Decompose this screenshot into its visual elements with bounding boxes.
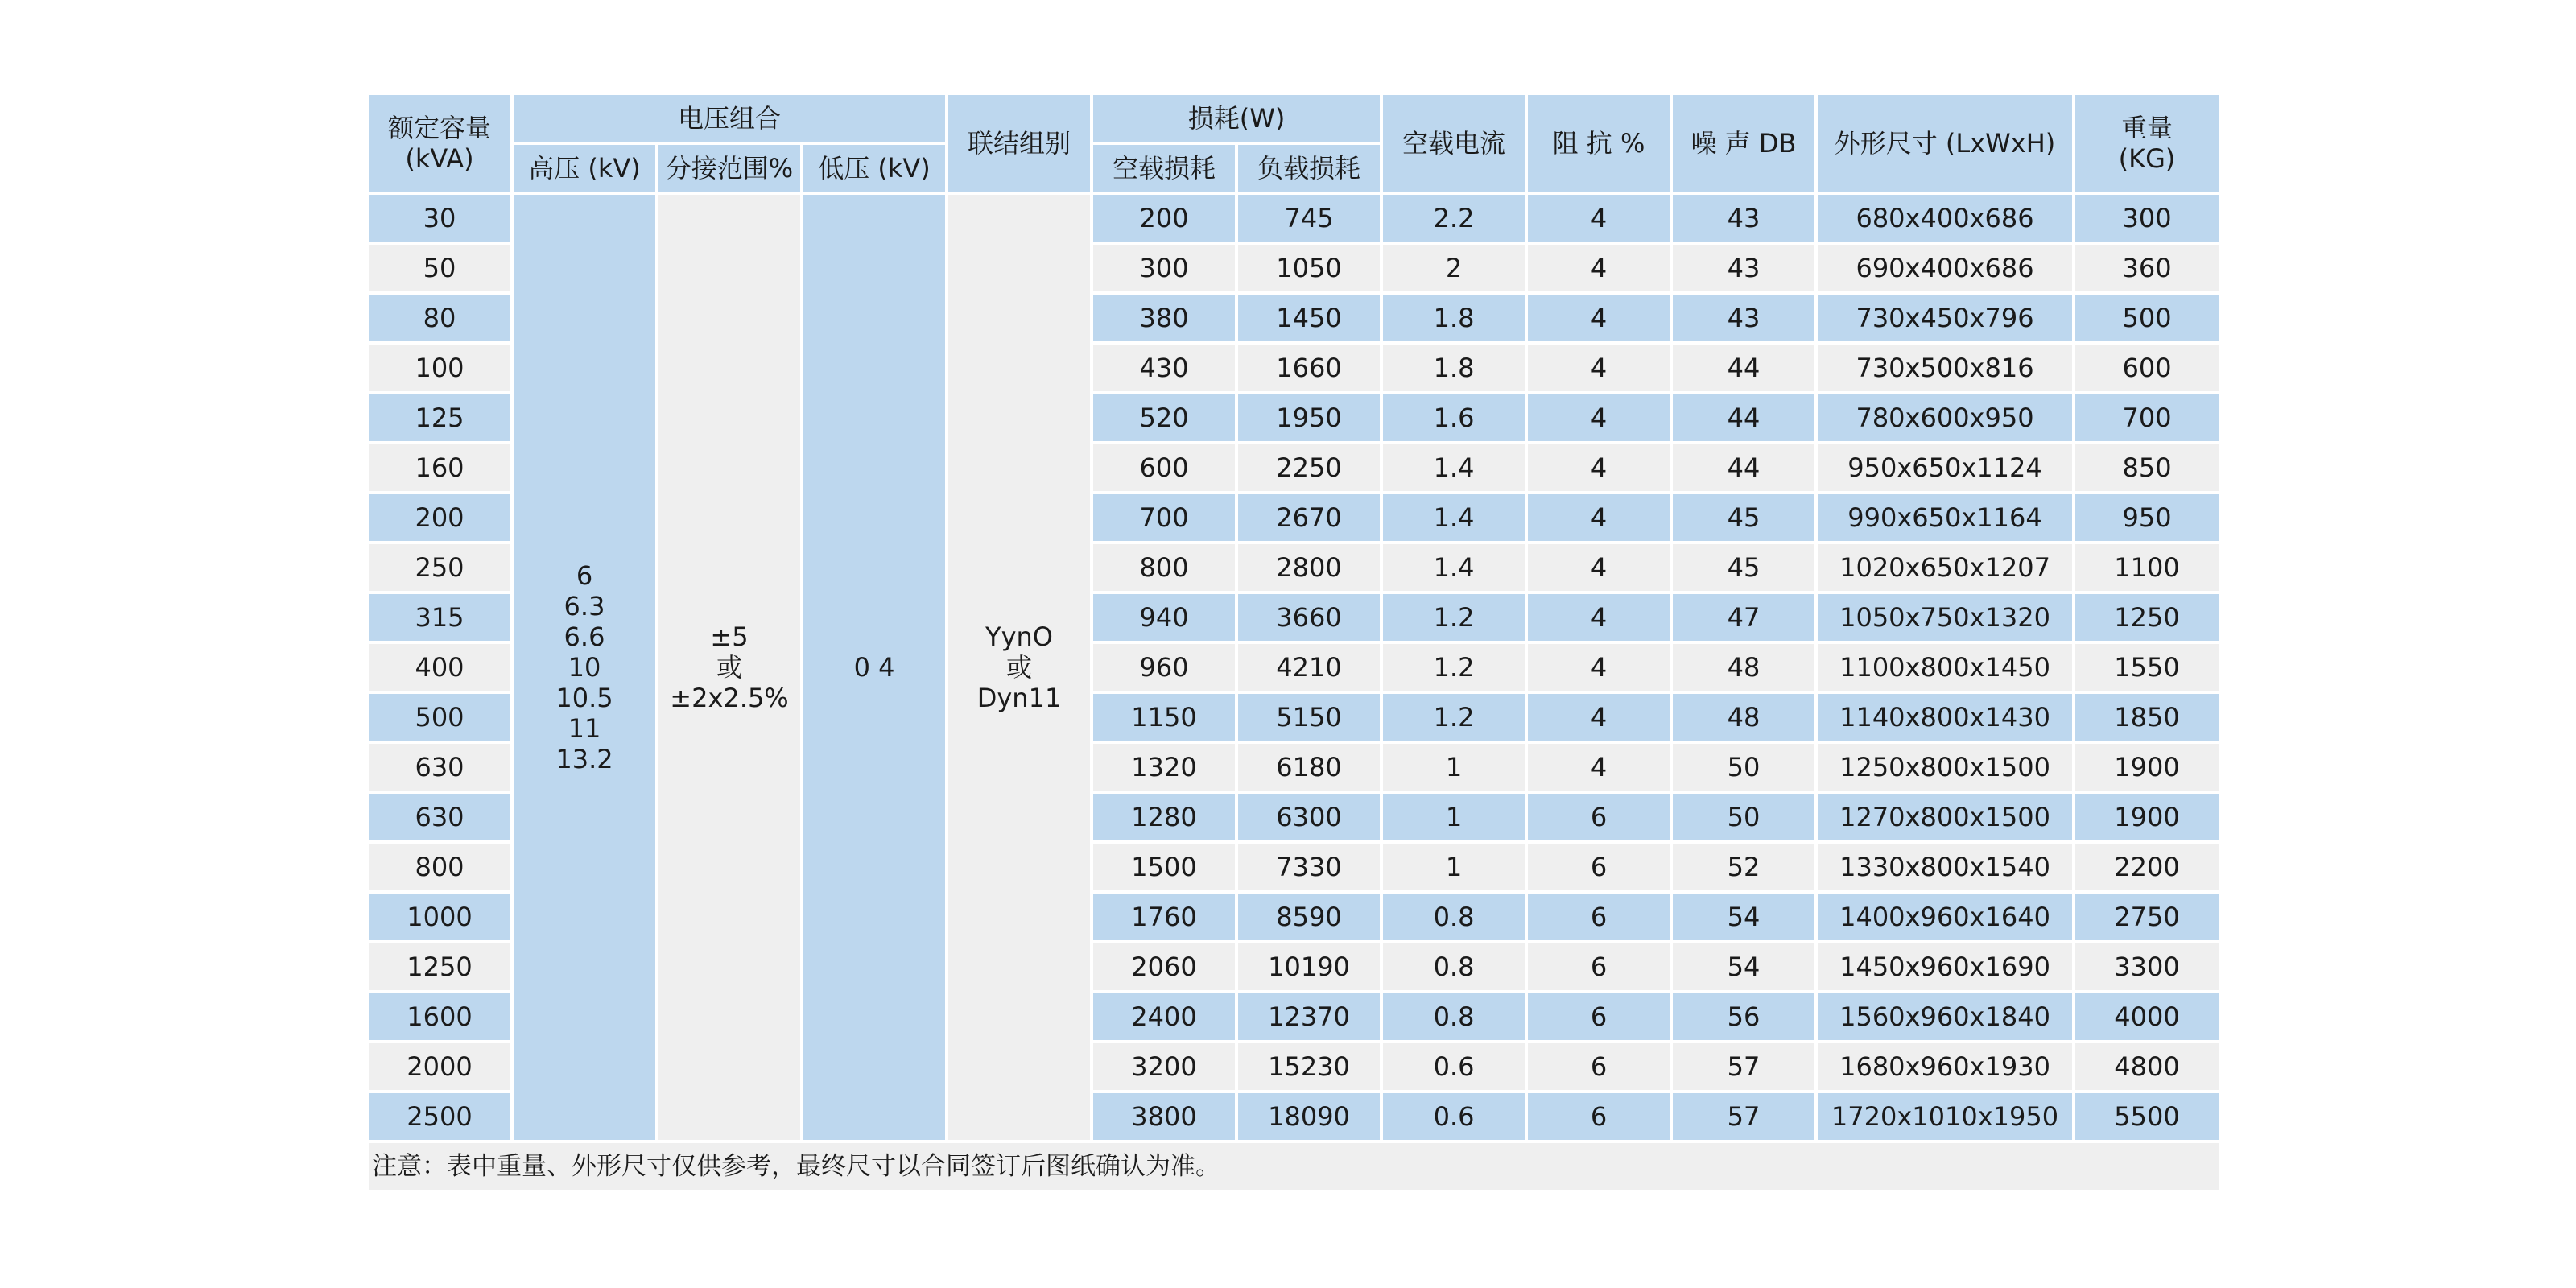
cell-impedance: 6 bbox=[1528, 993, 1670, 1040]
cell-impedance: 4 bbox=[1528, 345, 1670, 391]
header-hv: 高压 (kV) bbox=[514, 145, 655, 192]
cell-no-load-loss: 3800 bbox=[1093, 1093, 1235, 1140]
cell-noise: 48 bbox=[1673, 644, 1814, 691]
cell-dimensions: 680x400x686 bbox=[1818, 195, 2072, 242]
cell-connection-line: YynO bbox=[985, 621, 1053, 652]
cell-no-load-loss: 2060 bbox=[1093, 943, 1235, 990]
header-capacity-unit: (kVA) bbox=[405, 143, 474, 174]
cell-weight: 700 bbox=[2075, 394, 2219, 441]
cell-noise: 54 bbox=[1673, 943, 1814, 990]
table-row bbox=[369, 195, 2219, 242]
cell-no-load-current: 1 bbox=[1383, 744, 1525, 791]
cell-weight: 1850 bbox=[2075, 694, 2219, 741]
header-no-load-current: 空载电流 bbox=[1383, 95, 1525, 192]
cell-tap-range-line: ±5 bbox=[710, 621, 749, 652]
cell-weight: 3300 bbox=[2075, 943, 2219, 990]
cell-weight: 500 bbox=[2075, 295, 2219, 341]
cell-impedance: 6 bbox=[1528, 794, 1670, 840]
cell-load-loss: 2670 bbox=[1238, 494, 1380, 541]
cell-noise: 43 bbox=[1673, 245, 1814, 291]
cell-impedance: 4 bbox=[1528, 245, 1670, 291]
table-header bbox=[369, 95, 2219, 192]
cell-weight: 600 bbox=[2075, 345, 2219, 391]
cell-noise: 45 bbox=[1673, 544, 1814, 591]
cell-capacity: 400 bbox=[369, 644, 510, 691]
cell-weight: 850 bbox=[2075, 444, 2219, 491]
cell-hv-values-line: 6.3 bbox=[564, 591, 605, 621]
cell-noise: 48 bbox=[1673, 694, 1814, 741]
cell-capacity: 315 bbox=[369, 594, 510, 641]
note-row bbox=[369, 1143, 2219, 1190]
cell-no-load-loss: 430 bbox=[1093, 345, 1235, 391]
cell-no-load-loss: 1150 bbox=[1093, 694, 1235, 741]
cell-load-loss: 5150 bbox=[1238, 694, 1380, 741]
header-noise: 噪 声 DB bbox=[1673, 95, 1814, 192]
cell-impedance: 4 bbox=[1528, 195, 1670, 242]
cell-weight: 5500 bbox=[2075, 1093, 2219, 1140]
cell-dimensions: 1400x960x1640 bbox=[1818, 894, 2072, 940]
cell-capacity: 80 bbox=[369, 295, 510, 341]
cell-no-load-current: 1.6 bbox=[1383, 394, 1525, 441]
cell-connection-line: 或 bbox=[1006, 652, 1033, 683]
cell-no-load-current: 1.8 bbox=[1383, 345, 1525, 391]
cell-no-load-loss: 600 bbox=[1093, 444, 1235, 491]
header-load-loss: 负载损耗 bbox=[1238, 145, 1380, 192]
cell-noise: 52 bbox=[1673, 844, 1814, 890]
header-weight-label: 重量 bbox=[2121, 113, 2174, 143]
cell-no-load-current: 0.6 bbox=[1383, 1043, 1525, 1090]
cell-lv-value: 0 4 bbox=[803, 195, 945, 1140]
cell-noise: 45 bbox=[1673, 494, 1814, 541]
cell-no-load-loss: 3200 bbox=[1093, 1043, 1235, 1090]
cell-no-load-loss: 1760 bbox=[1093, 894, 1235, 940]
cell-no-load-current: 0.8 bbox=[1383, 993, 1525, 1040]
cell-impedance: 4 bbox=[1528, 444, 1670, 491]
cell-impedance: 6 bbox=[1528, 844, 1670, 890]
cell-dimensions: 1560x960x1840 bbox=[1818, 993, 2072, 1040]
cell-capacity: 125 bbox=[369, 394, 510, 441]
cell-hv-values-line: 6 bbox=[576, 560, 593, 591]
cell-noise: 56 bbox=[1673, 993, 1814, 1040]
cell-impedance: 4 bbox=[1528, 394, 1670, 441]
cell-impedance: 4 bbox=[1528, 295, 1670, 341]
header-capacity bbox=[369, 95, 510, 192]
cell-load-loss: 12370 bbox=[1238, 993, 1380, 1040]
cell-hv-values-line: 11 bbox=[568, 713, 601, 744]
cell-weight: 300 bbox=[2075, 195, 2219, 242]
cell-weight: 2200 bbox=[2075, 844, 2219, 890]
header-tap-range: 分接范围% bbox=[658, 145, 800, 192]
cell-weight: 4800 bbox=[2075, 1043, 2219, 1090]
cell-load-loss: 1950 bbox=[1238, 394, 1380, 441]
cell-capacity: 30 bbox=[369, 195, 510, 242]
cell-impedance: 6 bbox=[1528, 894, 1670, 940]
cell-no-load-current: 2.2 bbox=[1383, 195, 1525, 242]
cell-tap-range bbox=[658, 195, 800, 1140]
header-voltage-group: 电压组合 bbox=[514, 95, 945, 142]
cell-no-load-loss: 960 bbox=[1093, 644, 1235, 691]
cell-dimensions: 1140x800x1430 bbox=[1818, 694, 2072, 741]
cell-hv-values bbox=[514, 195, 655, 1140]
cell-no-load-loss: 200 bbox=[1093, 195, 1235, 242]
cell-noise: 57 bbox=[1673, 1093, 1814, 1140]
cell-tap-range-line: 或 bbox=[716, 652, 742, 683]
cell-dimensions: 1250x800x1500 bbox=[1818, 744, 2072, 791]
cell-weight: 1550 bbox=[2075, 644, 2219, 691]
cell-connection bbox=[948, 195, 1090, 1140]
cell-no-load-current: 1.2 bbox=[1383, 594, 1525, 641]
cell-weight: 1900 bbox=[2075, 794, 2219, 840]
cell-no-load-current: 1 bbox=[1383, 844, 1525, 890]
cell-no-load-loss: 2400 bbox=[1093, 993, 1235, 1040]
cell-load-loss: 7330 bbox=[1238, 844, 1380, 890]
cell-dimensions: 1020x650x1207 bbox=[1818, 544, 2072, 591]
cell-noise: 44 bbox=[1673, 394, 1814, 441]
cell-load-loss: 2250 bbox=[1238, 444, 1380, 491]
cell-impedance: 4 bbox=[1528, 494, 1670, 541]
cell-no-load-loss: 1280 bbox=[1093, 794, 1235, 840]
table-note: 注意：表中重量、外形尺寸仅供参考，最终尺寸以合同签订后图纸确认为准。 bbox=[369, 1143, 2219, 1190]
cell-dimensions: 690x400x686 bbox=[1818, 245, 2072, 291]
cell-dimensions: 780x600x950 bbox=[1818, 394, 2072, 441]
cell-no-load-loss: 1320 bbox=[1093, 744, 1235, 791]
cell-dimensions: 1720x1010x1950 bbox=[1818, 1093, 2072, 1140]
cell-dimensions: 1050x750x1320 bbox=[1818, 594, 2072, 641]
cell-load-loss: 8590 bbox=[1238, 894, 1380, 940]
cell-weight: 4000 bbox=[2075, 993, 2219, 1040]
cell-capacity: 800 bbox=[369, 844, 510, 890]
cell-weight: 1100 bbox=[2075, 544, 2219, 591]
cell-capacity: 50 bbox=[369, 245, 510, 291]
cell-dimensions: 1330x800x1540 bbox=[1818, 844, 2072, 890]
header-no-load-loss: 空载损耗 bbox=[1093, 145, 1235, 192]
cell-capacity: 2000 bbox=[369, 1043, 510, 1090]
cell-no-load-loss: 300 bbox=[1093, 245, 1235, 291]
table-footer bbox=[369, 1143, 2219, 1190]
cell-load-loss: 3660 bbox=[1238, 594, 1380, 641]
cell-capacity: 500 bbox=[369, 694, 510, 741]
cell-load-loss: 15230 bbox=[1238, 1043, 1380, 1090]
cell-dimensions: 730x450x796 bbox=[1818, 295, 2072, 341]
cell-capacity: 100 bbox=[369, 345, 510, 391]
cell-capacity: 1250 bbox=[369, 943, 510, 990]
cell-dimensions: 1450x960x1690 bbox=[1818, 943, 2072, 990]
header-connection: 联结组别 bbox=[948, 95, 1090, 192]
header-lv: 低压 (kV) bbox=[803, 145, 945, 192]
cell-no-load-loss: 1500 bbox=[1093, 844, 1235, 890]
header-impedance: 阻 抗 % bbox=[1528, 95, 1670, 192]
header-weight bbox=[2075, 95, 2219, 192]
cell-capacity: 630 bbox=[369, 744, 510, 791]
cell-weight: 1250 bbox=[2075, 594, 2219, 641]
cell-noise: 50 bbox=[1673, 794, 1814, 840]
cell-no-load-current: 1.8 bbox=[1383, 295, 1525, 341]
header-row-top bbox=[369, 95, 2219, 142]
cell-no-load-current: 1.4 bbox=[1383, 494, 1525, 541]
cell-hv-values-line: 10 bbox=[568, 652, 601, 683]
header-weight-unit: (KG) bbox=[2118, 143, 2176, 174]
cell-noise: 50 bbox=[1673, 744, 1814, 791]
cell-noise: 43 bbox=[1673, 195, 1814, 242]
cell-capacity: 630 bbox=[369, 794, 510, 840]
cell-load-loss: 4210 bbox=[1238, 644, 1380, 691]
cell-capacity: 1600 bbox=[369, 993, 510, 1040]
cell-no-load-current: 1.2 bbox=[1383, 644, 1525, 691]
cell-dimensions: 950x650x1124 bbox=[1818, 444, 2072, 491]
cell-no-load-current: 1 bbox=[1383, 794, 1525, 840]
header-capacity-label: 额定容量 bbox=[387, 113, 491, 143]
cell-dimensions: 990x650x1164 bbox=[1818, 494, 2072, 541]
cell-load-loss: 1660 bbox=[1238, 345, 1380, 391]
cell-dimensions: 1680x960x1930 bbox=[1818, 1043, 2072, 1090]
cell-load-loss: 2800 bbox=[1238, 544, 1380, 591]
cell-no-load-current: 1.2 bbox=[1383, 694, 1525, 741]
cell-load-loss: 18090 bbox=[1238, 1093, 1380, 1140]
cell-load-loss: 1450 bbox=[1238, 295, 1380, 341]
cell-no-load-loss: 800 bbox=[1093, 544, 1235, 591]
cell-noise: 44 bbox=[1673, 345, 1814, 391]
cell-hv-values-line: 6.6 bbox=[564, 621, 605, 652]
cell-dimensions: 1100x800x1450 bbox=[1818, 644, 2072, 691]
cell-impedance: 6 bbox=[1528, 943, 1670, 990]
cell-load-loss: 1050 bbox=[1238, 245, 1380, 291]
table-body bbox=[369, 195, 2219, 1140]
cell-load-loss: 6300 bbox=[1238, 794, 1380, 840]
cell-no-load-current: 1.4 bbox=[1383, 544, 1525, 591]
cell-weight: 1900 bbox=[2075, 744, 2219, 791]
cell-capacity: 1000 bbox=[369, 894, 510, 940]
cell-impedance: 4 bbox=[1528, 694, 1670, 741]
header-dimensions: 外形尺寸 (LxWxH) bbox=[1818, 95, 2072, 192]
cell-impedance: 6 bbox=[1528, 1093, 1670, 1140]
cell-weight: 950 bbox=[2075, 494, 2219, 541]
cell-dimensions: 730x500x816 bbox=[1818, 345, 2072, 391]
cell-weight: 360 bbox=[2075, 245, 2219, 291]
cell-dimensions: 1270x800x1500 bbox=[1818, 794, 2072, 840]
cell-no-load-current: 0.6 bbox=[1383, 1093, 1525, 1140]
cell-no-load-current: 0.8 bbox=[1383, 894, 1525, 940]
cell-load-loss: 6180 bbox=[1238, 744, 1380, 791]
cell-noise: 43 bbox=[1673, 295, 1814, 341]
cell-no-load-loss: 940 bbox=[1093, 594, 1235, 641]
cell-capacity: 2500 bbox=[369, 1093, 510, 1140]
cell-impedance: 6 bbox=[1528, 1043, 1670, 1090]
cell-no-load-loss: 380 bbox=[1093, 295, 1235, 341]
cell-noise: 47 bbox=[1673, 594, 1814, 641]
cell-noise: 44 bbox=[1673, 444, 1814, 491]
cell-no-load-current: 2 bbox=[1383, 245, 1525, 291]
cell-impedance: 4 bbox=[1528, 644, 1670, 691]
cell-impedance: 4 bbox=[1528, 744, 1670, 791]
cell-connection-line: Dyn11 bbox=[976, 683, 1062, 713]
header-loss-group: 损耗(W) bbox=[1093, 95, 1380, 142]
cell-weight: 2750 bbox=[2075, 894, 2219, 940]
cell-impedance: 4 bbox=[1528, 594, 1670, 641]
transformer-spec-table bbox=[365, 92, 2222, 1193]
cell-hv-values-line: 10.5 bbox=[555, 683, 613, 713]
cell-noise: 54 bbox=[1673, 894, 1814, 940]
cell-capacity: 250 bbox=[369, 544, 510, 591]
cell-no-load-current: 0.8 bbox=[1383, 943, 1525, 990]
cell-no-load-loss: 700 bbox=[1093, 494, 1235, 541]
cell-noise: 57 bbox=[1673, 1043, 1814, 1090]
cell-no-load-loss: 520 bbox=[1093, 394, 1235, 441]
cell-no-load-current: 1.4 bbox=[1383, 444, 1525, 491]
cell-capacity: 200 bbox=[369, 494, 510, 541]
cell-load-loss: 745 bbox=[1238, 195, 1380, 242]
cell-load-loss: 10190 bbox=[1238, 943, 1380, 990]
cell-tap-range-line: ±2x2.5% bbox=[670, 683, 789, 713]
cell-impedance: 4 bbox=[1528, 544, 1670, 591]
cell-capacity: 160 bbox=[369, 444, 510, 491]
cell-hv-values-line: 13.2 bbox=[555, 744, 613, 774]
